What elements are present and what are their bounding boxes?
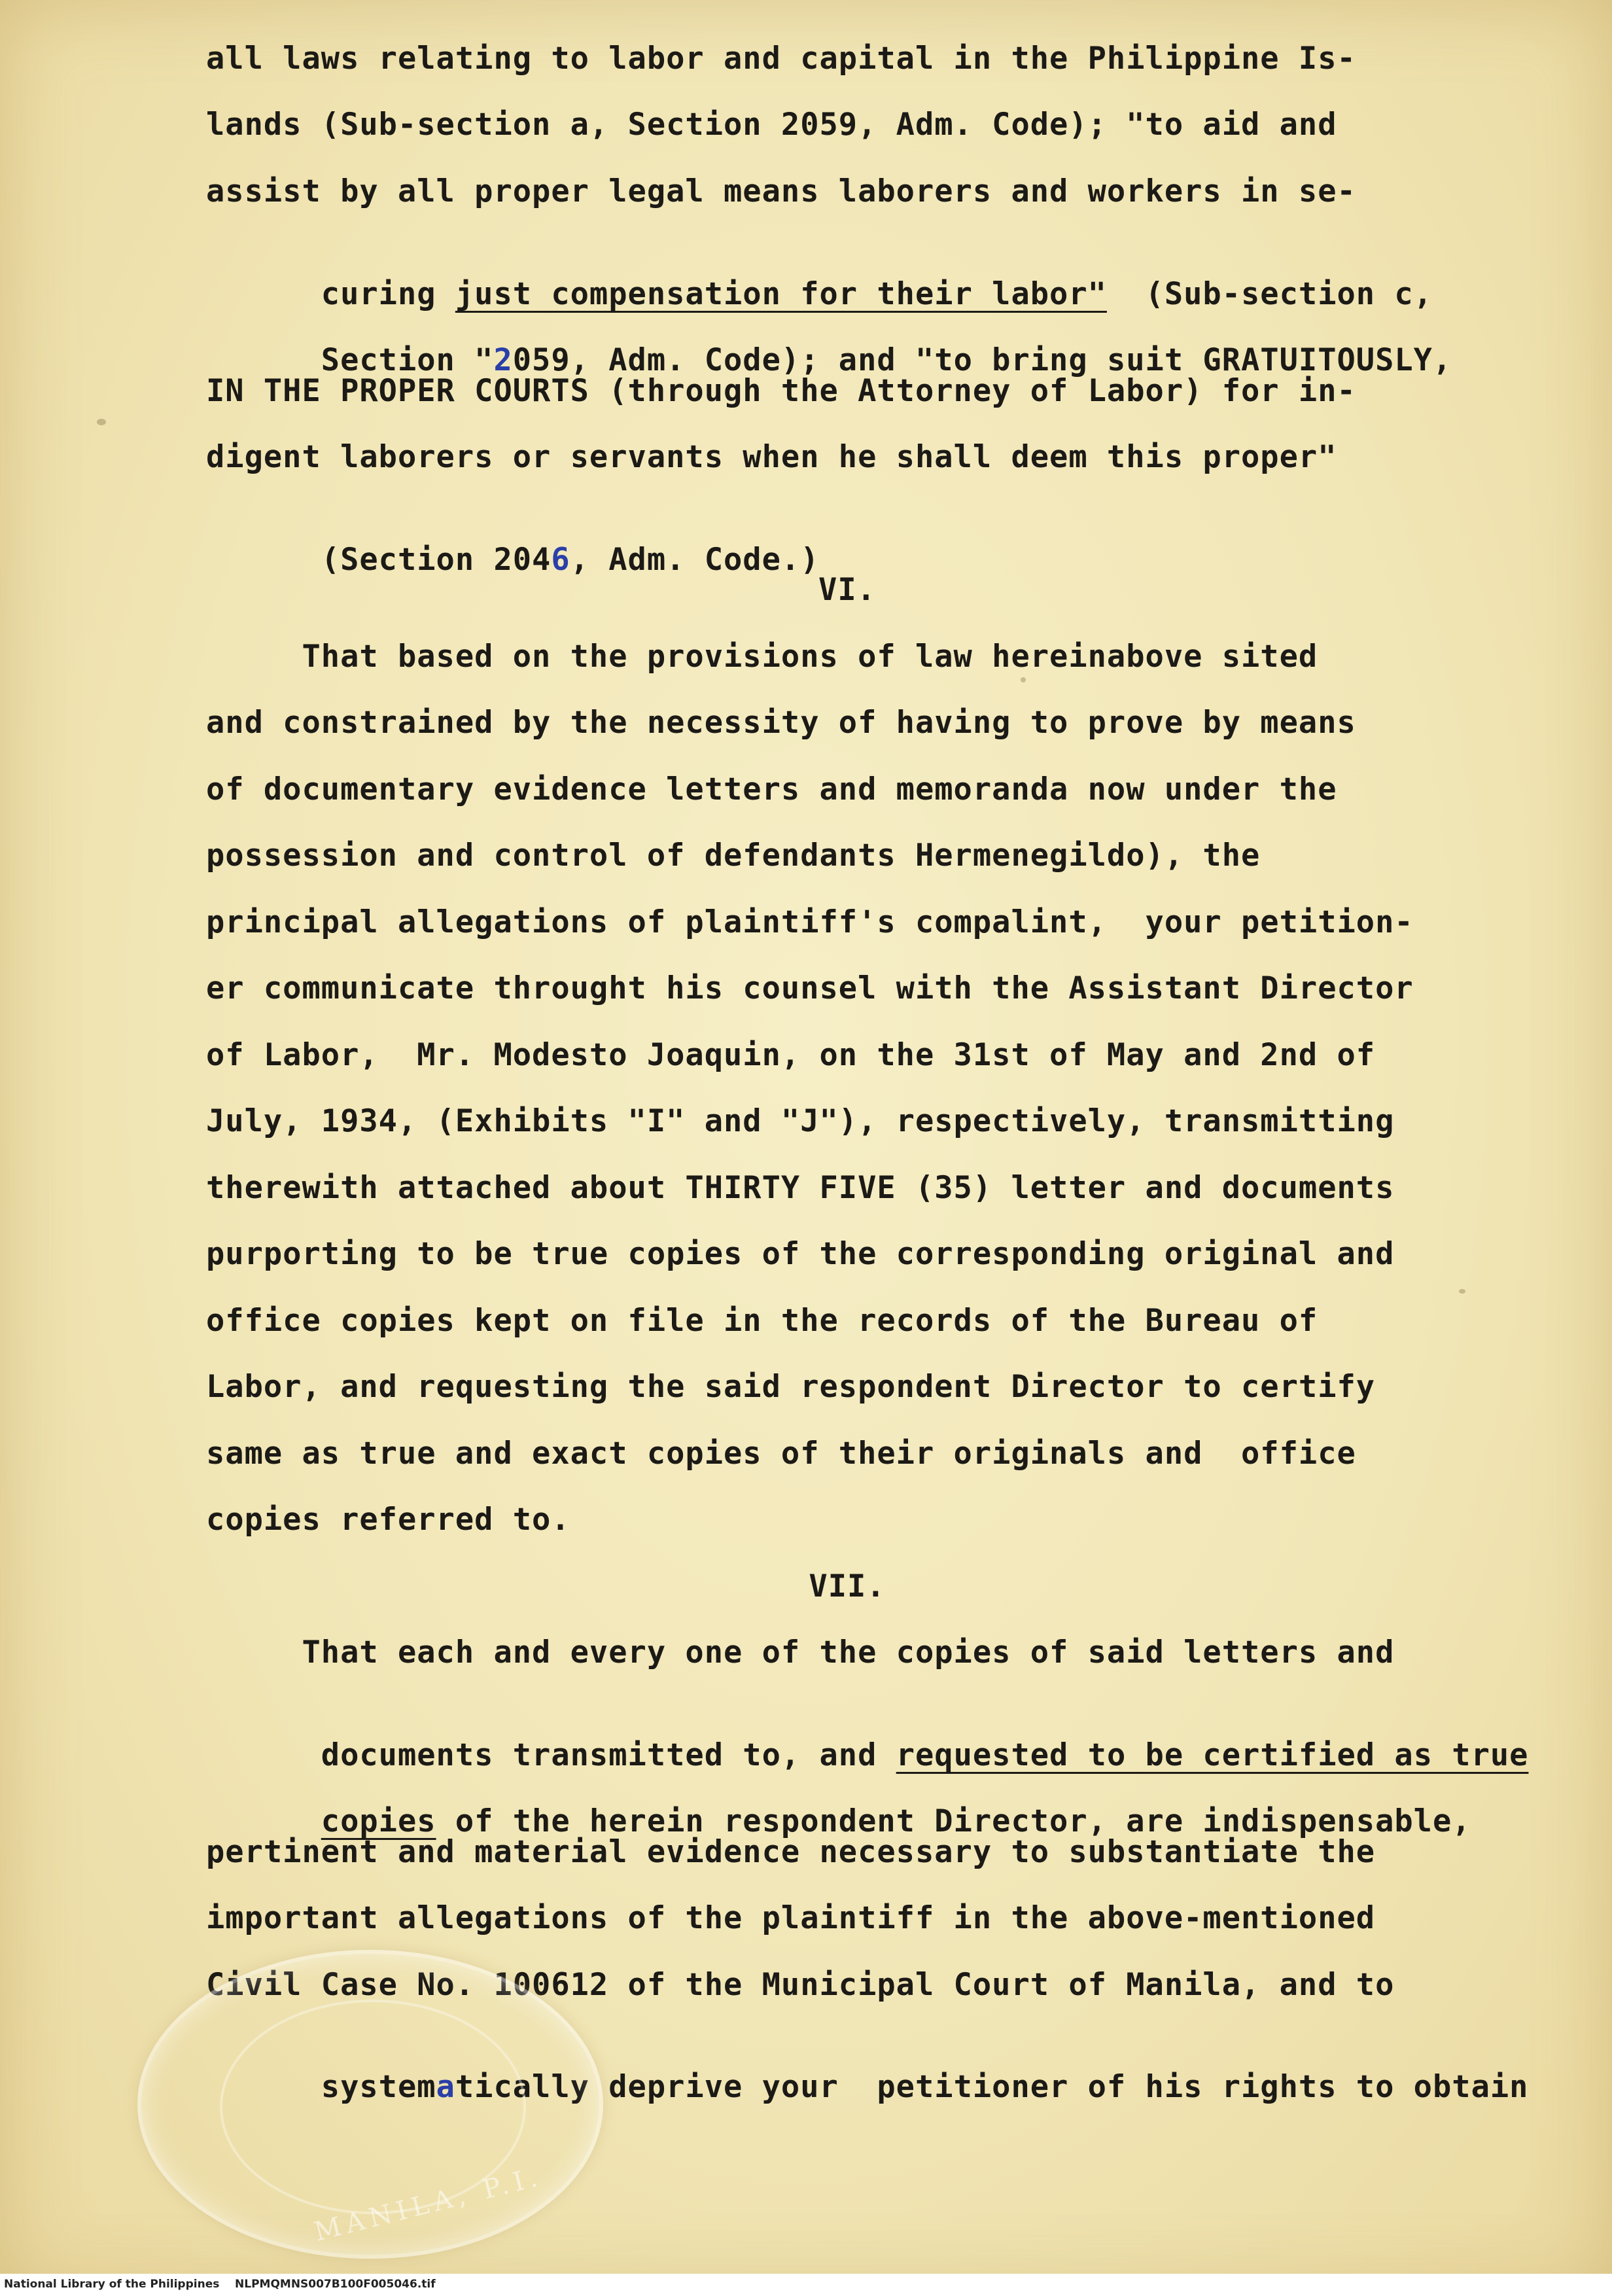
text-line: copies referred to. xyxy=(206,1502,570,1538)
handwritten-correction: 6 xyxy=(551,542,570,578)
text-line: Labor, and requesting the said respondent Director to certify xyxy=(206,1369,1376,1405)
text-segment: , Adm. Code.) xyxy=(570,542,820,578)
text-line: assist by all proper legal means laborers and workers in se- xyxy=(206,173,1356,209)
text-segment: curing xyxy=(321,276,455,312)
underlined-phrase: just compensation for their labor" xyxy=(455,276,1107,312)
handwritten-correction: 2 xyxy=(493,342,513,378)
underlined-phrase: copies xyxy=(321,1803,436,1839)
text-line: July, 1934, (Exhibits "I" and "J"), respectively, transmitting xyxy=(206,1103,1395,1139)
text-line: lands (Sub-section a, Section 2059, Adm. Code); "to aid and xyxy=(206,107,1337,143)
text-segment: documents transmitted to, and xyxy=(321,1737,896,1773)
text-line: same as true and exact copies of their originals and office xyxy=(206,1436,1356,1472)
text-line: That based on the provisions of law hereinabove sited xyxy=(206,639,1318,675)
text-segment: Section " xyxy=(321,342,494,378)
embossed-seal xyxy=(137,1950,603,2259)
text-segment: (Section 204 xyxy=(321,542,552,578)
text-line: digent laborers or servants when he shall deem this proper" xyxy=(206,439,1337,475)
paper-speck xyxy=(97,419,106,425)
text-line: office copies kept on file in the records of the Bureau of xyxy=(206,1303,1318,1339)
scan-footer-label: National Library of the Philippines NLPMQMNS007B100F005046.tif xyxy=(4,2278,436,2291)
paper-speck xyxy=(1021,677,1026,682)
text-segment: 059, Adm. Code); and "to bring suit GRATUITOUSLY, xyxy=(512,342,1452,378)
handwritten-correction: a xyxy=(436,2069,455,2105)
text-line: pertinent and material evidence necessary to substantiate the xyxy=(206,1834,1376,1870)
text-line: therewith attached about THIRTY FIVE (35) letter and documents xyxy=(206,1170,1395,1206)
scan-footer xyxy=(0,2274,1612,2296)
text-line: possession and control of defendants Hermenegildo), the xyxy=(206,838,1261,874)
text-line: purporting to be true copies of the corresponding original and xyxy=(206,1236,1395,1272)
text-line: all laws relating to labor and capital in the Philippine Is- xyxy=(206,41,1356,77)
seal-lettering: MANILA, P.I. xyxy=(311,2161,546,2248)
text-line: and constrained by the necessity of having to prove by means xyxy=(206,705,1356,741)
underlined-phrase: requested to be certified as true xyxy=(896,1737,1529,1773)
text-segment: of the herein respondent Director, are indispensable, xyxy=(436,1803,1471,1839)
text-line: IN THE PROPER COURTS (through the Attorney of Labor) for in- xyxy=(206,373,1356,409)
text-line: principal allegations of plaintiff's compalint, your petition- xyxy=(206,904,1414,940)
text-segment: system xyxy=(321,2069,436,2105)
section-heading-vii: VII. xyxy=(809,1568,886,1604)
text-line: er communicate throught his counsel with the Assistant Director xyxy=(206,970,1414,1006)
text-segment: tically deprive your petitioner of his rights to obtain xyxy=(455,2069,1529,2105)
text-segment: (Sub-section c, xyxy=(1106,276,1433,312)
text-line: of documentary evidence letters and memoranda now under the xyxy=(206,771,1337,807)
text-line: Civil Case No. 100612 of the Municipal Court of Manila, and to xyxy=(206,1967,1395,2003)
text-line: of Labor, Mr. Modesto Joaquin, on the 31st of May and 2nd of xyxy=(206,1037,1376,1073)
section-heading-vi: VI. xyxy=(818,572,876,608)
paper-speck xyxy=(1459,1289,1465,1294)
text-line: important allegations of the plaintiff in the above-mentioned xyxy=(206,1900,1376,1936)
text-line: That each and every one of the copies of said letters and xyxy=(206,1634,1395,1670)
